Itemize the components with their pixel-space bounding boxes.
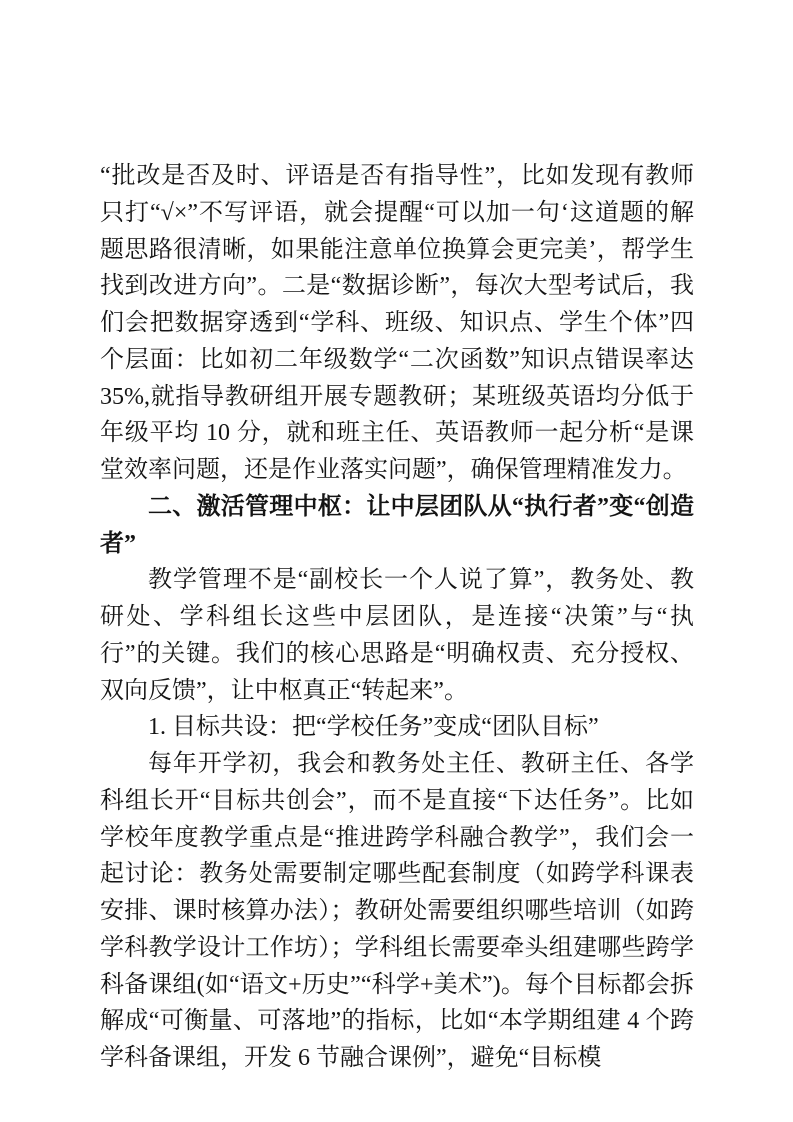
paragraph-grading-and-data-diagnosis: “批改是否及时、评语是否有指导性”，比如发现有教师只打“√×”不写评语，就会提醒“可以加一句‘这道题的解题思路很清晰，如果能注意单位换算会更完美’，帮学生找到改进方向”。二是“数据诊断”，每次大型考试后，我们会把数据穿透到“学科、班级、知识点、学生个体”四个层面：比如初二年级数学“二次函数”知识点错误率达 35%,就指导教研组开展专题教研；某班级英语均分低于年级平均 10 分，就和班主任、英语教师一起分析“是课堂效率问题，还是作业落实问题”，确保管理精准发力。: [100, 163, 694, 483]
document-text-block: [100, 158, 694, 1077]
paragraph-middle-level-teams: 教学管理不是“副校长一个人说了算”，教务处、教研处、学科组长这些中层团队，是连接“决策”与“执行”的关键。我们的核心思路是“明确权责、充分授权、双向反馈”，让中枢真正“转起来”。: [100, 567, 694, 704]
subheading-goal-co-setting: 1. 目标共设：把“学校任务”变成“团队目标”: [148, 714, 599, 741]
section-heading-activate-management-hub: 二、激活管理中枢：让中层团队从“执行者”变“创造者”: [100, 493, 694, 557]
paragraph-goal-cocreation-meeting: 每年开学初，我会和教务处主任、教研主任、各学科组长开“目标共创会”，而不是直接“下达任务”。比如学校年度教学重点是“推进跨学科融合教学”，我们会一起讨论：教务处需要制定哪些配套制度（如跨学科课表安排、课时核算办法）；教研处需要组织哪些培训（如跨学科教学设计工作坊）；学科组长需要牵头组建哪些跨学科备课组(如“语文+历史”“科学+美术”)。每个目标都会拆解成“可衡量、可落地”的指标，比如“本学期组建 4 个跨学科备课组，开发 6 节融合课例”，避免“目标模: [100, 751, 694, 1071]
